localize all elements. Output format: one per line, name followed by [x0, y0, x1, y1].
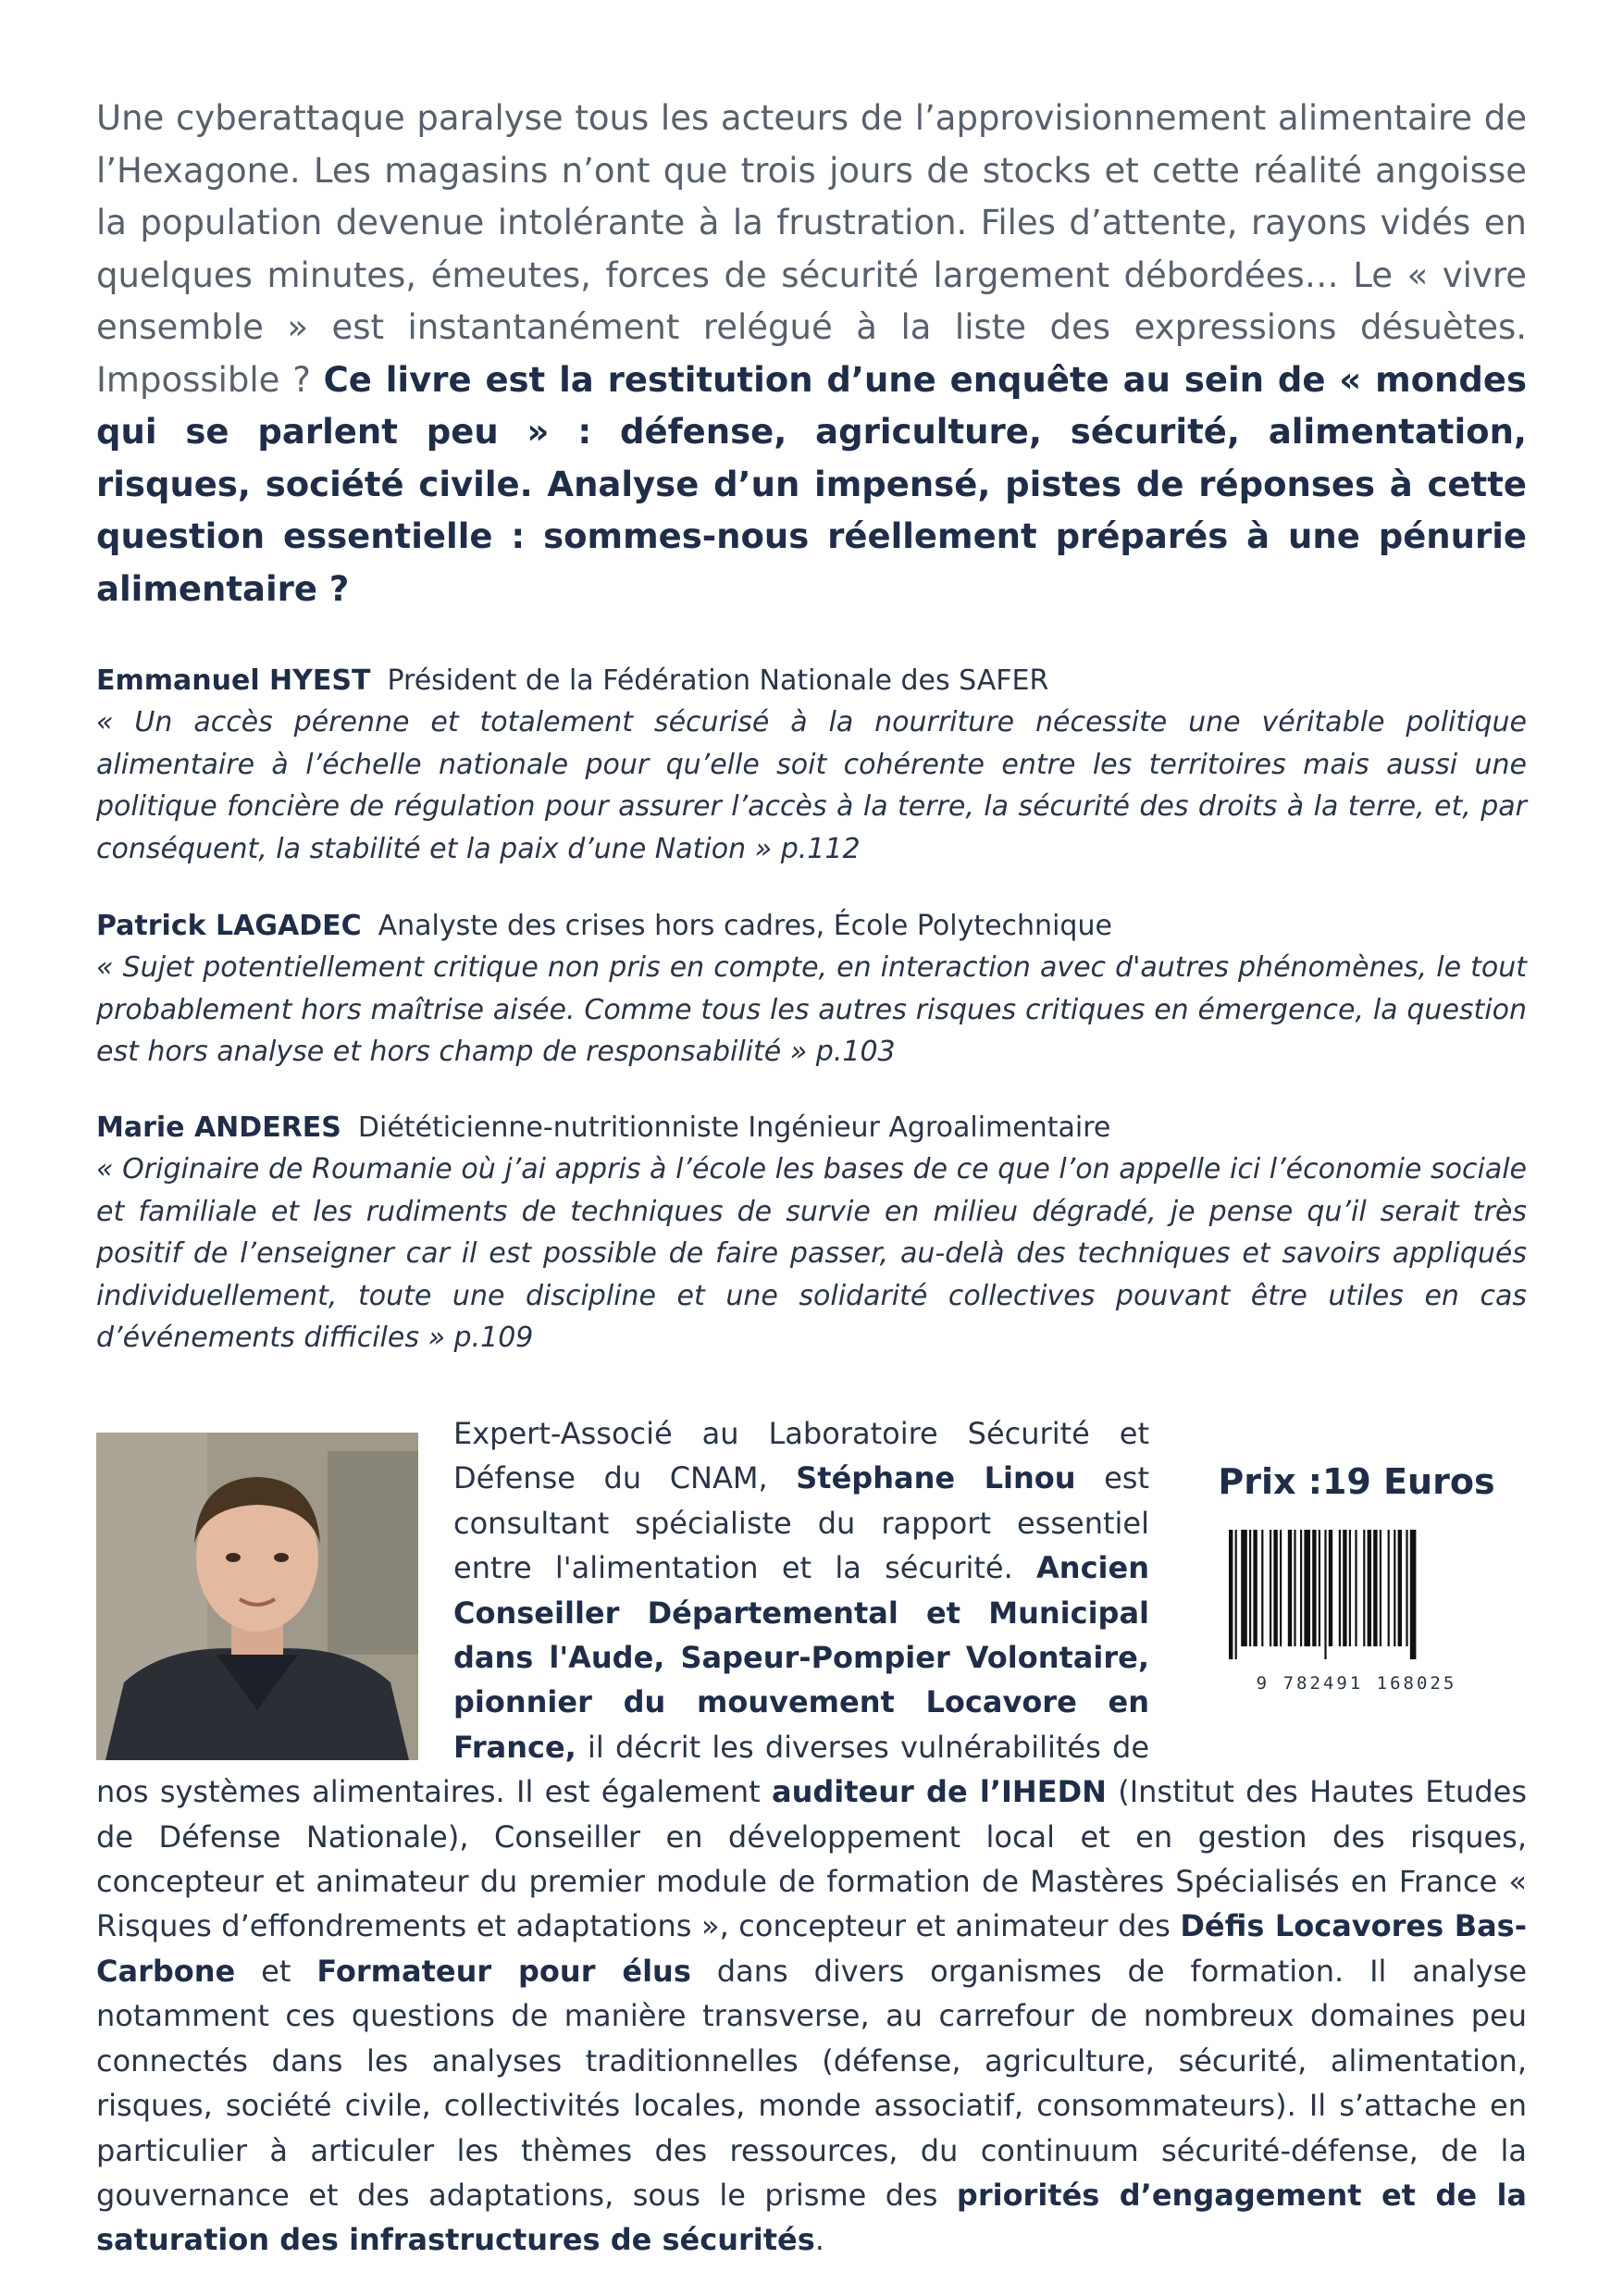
testimonial-header: [96, 1110, 1527, 1147]
testimonial-quote: « Originaire de Roumanie où j’ai appris à l’école les bases de ce que l’on appelle ici l’économie sociale et familiale et les rudiments de techniques de survie en milieu dégradé, je pense qu’il serait très positif de l’enseigner car il est possible de faire passer, au-delà des techniques et savoirs appliqués individuellement, toute une discipline et une solidarité collectives pouvant être utiles en cas d’événements difficiles » p.109: [96, 1153, 1527, 1354]
bio-highlight: Défis Locavores Bas-Carbone: [96, 1908, 1528, 1989]
bio-text: est consultant spécialiste du rapport essentiel entre l'alimentation et la sécurité.: [453, 1460, 1150, 1586]
bio-text: dans divers organismes de formation. Il analyse notamment ces questions de manière transverse, au carrefour de nombreux domaines peu connectés dans les analyses traditionnelles (défense, agriculture, sécurité, alimentation, risques, société civile, collectivités locales, monde associatif, consommateurs). Il s’attache en particulier à articuler les thèmes des ressources, du continuum sécurité-défense, de la gouvernance et des adaptations, sous le prisme des: [96, 1953, 1528, 2213]
intro-paragraph: [96, 93, 1527, 615]
testimonial-author: Marie ANDERES: [96, 1111, 341, 1144]
bio-text: (Institut des Hautes Etudes de Défense Nationale), Conseiller en développement local et en gestion des risques, concepteur et animateur du premier module de formation de Mastères Spécialisés en France « Risques d’effondrements et adaptations », concepteur et animateur des: [96, 1774, 1528, 1944]
bio-text: il décrit les diverses vulnérabilités de nos systèmes alimentaires. Il est également: [96, 1729, 1149, 1810]
testimonial-header: [96, 663, 1527, 700]
isbn-first-digit: 9: [1256, 1673, 1270, 1694]
testimonial-author: Emmanuel HYEST: [96, 664, 371, 697]
bio-text: .: [814, 2222, 824, 2258]
price-panel: [1186, 1461, 1527, 1739]
isbn-left-group: 782491: [1282, 1673, 1364, 1694]
author-photo: [96, 1433, 418, 1760]
testimonial-author-role: Analyste des crises hors cadres, École Polytechnique: [378, 910, 1112, 942]
testimonial-hyest: [96, 663, 1527, 870]
testimonial-author: Patrick LAGADEC: [96, 910, 362, 942]
bio-highlight: priorités d’engagement et de la saturation des infrastructures de sécurités: [96, 2177, 1528, 2258]
author-biography: [96, 1411, 1527, 2263]
isbn-right-group: 168025: [1376, 1673, 1457, 1694]
testimonial-header: [96, 908, 1527, 945]
bio-highlight: Ancien Conseiller Départemental et Municipal dans l'Aude, Sapeur-Pompier Volontaire, pionnier du mouvement Locavore en France,: [453, 1550, 1149, 1765]
testimonial-quote: « Un accès pérenne et totalement sécurisé à la nourriture nécessite une véritable politique alimentaire à l’échelle nationale pour qu’elle soit cohérente entre les territoires mais aussi une politique foncière de régulation pour assurer l’accès à la terre, la sécurité des droits à la terre, et, par conséquent, la stabilité et la paix d’une Nation » p.112: [96, 706, 1527, 865]
bio-text: et: [235, 1953, 317, 1989]
testimonial-anderes: [96, 1110, 1527, 1359]
intro-bold-text: Ce livre est la restitution d’une enquête au sein de « mondes qui se parlent peu » : défense, agriculture, sécurité, alimentation, risques, société civile. Analyse d’un impensé, pistes de réponses à cette question essentielle : sommes-nous réellement préparés à une pénurie alimentaire ?: [96, 359, 1527, 609]
intro-plain-text: Une cyberattaque paralyse tous les acteurs de l’approvisionnement alimentaire de l’Hexagone. Les magasins n’ont que trois jours de stocks et cette réalité angoisse la population devenue intolérante à la frustration. Files d’attente, rayons vidés en quelques minutes, émeutes, forces de sécurité largement débordées… Le « vivre ensemble » est instantanément relégué à la liste des expressions désuètes. Impossible ?: [96, 98, 1527, 400]
barcode-icon: [1218, 1530, 1495, 1659]
bio-author-name: Stéphane Linou: [796, 1460, 1076, 1496]
price-label: Prix :19 Euros: [1218, 1461, 1495, 1502]
bio-text: Expert-Associé au Laboratoire Sécurité et Défense du CNAM,: [453, 1416, 1149, 1496]
author-portrait-icon: [96, 1433, 418, 1760]
testimonial-lagadec: [96, 908, 1527, 1074]
testimonial-quote: « Sujet potentiellement critique non pris en compte, en interaction avec d'autres phénomènes, le tout probablement hors maîtrise aisée. Comme tous les autres risques critiques en émergence, la question est hors analyse et hors champ de responsabilité » p.103: [96, 951, 1527, 1068]
testimonial-author-role: Président de la Fédération Nationale des SAFER: [387, 664, 1049, 697]
isbn-digits: [1186, 1661, 1527, 1706]
testimonial-author-role: Diététicienne-nutritionniste Ingénieur Agroalimentaire: [357, 1111, 1111, 1144]
bio-highlight: auditeur de l’IHEDN: [771, 1774, 1107, 1810]
bio-highlight: Formateur pour élus: [316, 1953, 691, 1989]
